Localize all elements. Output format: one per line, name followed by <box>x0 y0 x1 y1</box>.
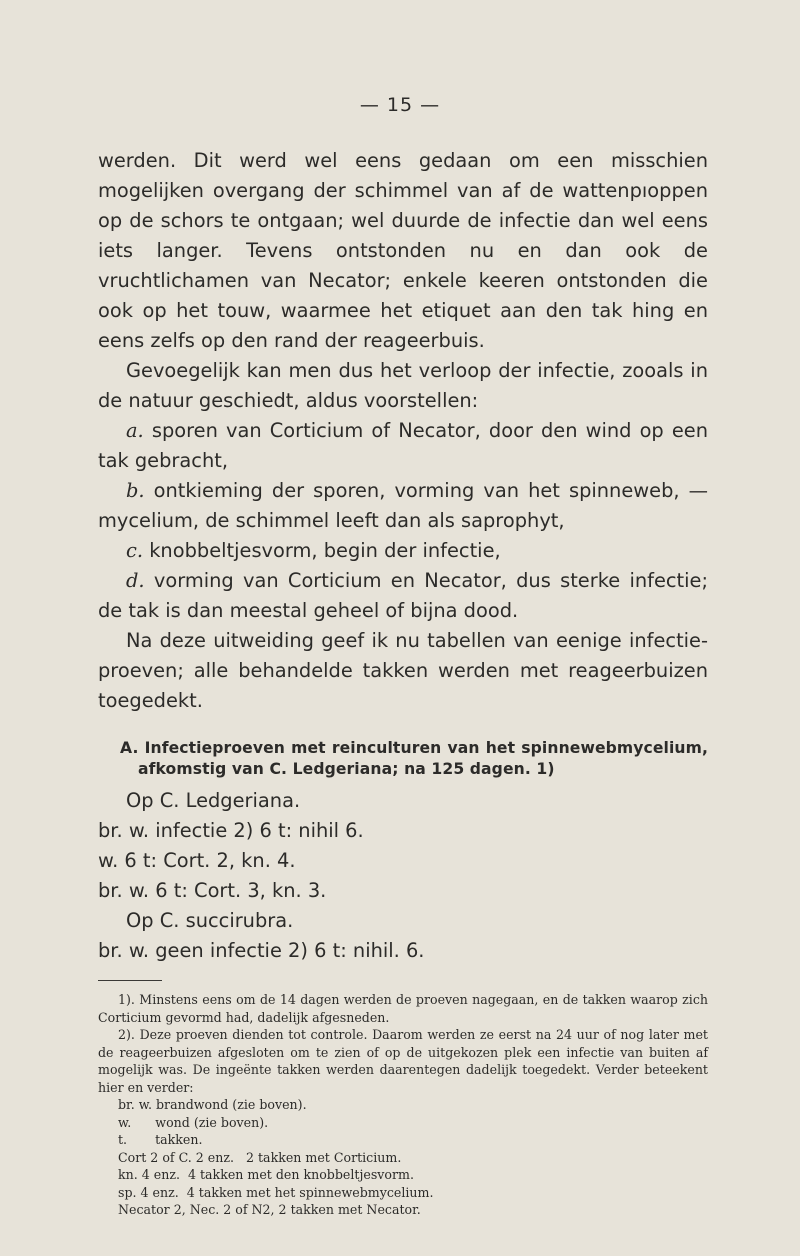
item-letter: d. <box>126 569 145 592</box>
table-heading-line-1: A. Infectieproeven met reinculturen van het spinnewebmycelium, <box>120 739 708 757</box>
item-text: sporen van Corticium of Necator, door den wind op een tak gebracht, <box>98 419 708 472</box>
list-row: Op C. Ledgeriana. <box>126 789 301 812</box>
list-row: w. 6 t: Cort. 2, kn. 4. <box>98 849 296 872</box>
item-letter: c. <box>126 539 144 562</box>
legend-line: t. takken. <box>118 1132 203 1147</box>
list-item-a <box>98 416 708 476</box>
legend-line: br. w. brandwond (zie boven). <box>118 1097 307 1112</box>
legend-line: w. wond (zie boven). <box>118 1114 269 1130</box>
paragraph-2: Gevoegelijk kan men dus het verloop der infectie, zooals in de natuur geschiedt, aldus voorstellen: <box>98 359 708 412</box>
legend-line: kn. 4 enz. 4 takken met den knobbeltjesvorm. <box>118 1167 414 1182</box>
list-row: br. w. infectie 2) 6 t: nihil 6. <box>98 819 364 842</box>
list-row: br. w. 6 t: Cort. 3, kn. 3. <box>98 879 327 902</box>
list-row: br. w. geen infectie 2) 6 t: nihil. 6. <box>98 939 425 962</box>
list-item-c <box>98 536 708 566</box>
list-item-d <box>98 566 708 626</box>
footnote-2: 2). Deze proeven dienden tot controle. Daarom werden ze eerst na 24 uur of nog later met de reageerbuizen afgesloten om te zien of op de uitgekozen plek een infectie van buiten af mogelijk was. De ingeënte takken werden daarentegen dadelijk toegedekt. Verder beteekent hier en verder: <box>98 1027 708 1095</box>
item-text: knobbeltjesvorm, begin der infectie, <box>149 539 501 562</box>
legend-line: Cort 2 of C. 2 enz. 2 takken met Corticium. <box>118 1149 402 1165</box>
legend-line: Necator 2, Nec. 2 of N2, 2 takken met Necator. <box>118 1202 421 1217</box>
item-text: vorming van Corticium en Necator, dus sterke infectie; de tak is dan meestal geheel of bijna dood. <box>98 569 708 622</box>
footnote-divider <box>98 980 162 981</box>
table-heading-line-2: afkomstig van C. Ledgeriana; na 125 dagen. 1) <box>138 760 555 778</box>
item-text: ontkieming der sporen, vorming van het spinneweb, — mycelium, de schimmel leeft dan als saprophyt, <box>98 479 708 532</box>
footnotes <box>98 991 708 1219</box>
list-row: Op C. succirubra. <box>126 909 294 932</box>
table-heading <box>98 738 708 780</box>
item-letter: b. <box>126 479 145 502</box>
paragraph-1: werden. Dit werd wel eens gedaan om een misschien mogelijken overgang der schimmel van af de wattenpıoppen op de schors te ontgaan; wel duurde de infectie dan wel eens iets langer. Tevens ontstonden nu en dan ook de vruchtlichamen van Necator; enkele keeren ontstonden die ook op het touw, waarmee het etiquet aan den tak hing en eens zelfs op den rand der reageerbuis. <box>98 149 708 352</box>
main-text <box>98 146 708 1219</box>
list-item-b <box>98 476 708 536</box>
legend-line: sp. 4 enz. 4 takken met het spinnewebmycelium. <box>118 1184 434 1200</box>
result-list <box>98 786 708 966</box>
footnote-1: 1). Minstens eens om de 14 dagen werden de proeven nagegaan, en de takken waarop zich Corticium gevormd had, dadelijk afgesneden. <box>98 992 708 1025</box>
page-number: — 15 — <box>359 94 441 116</box>
paragraph-3: Na deze uitweiding geef ik nu tabellen van eenige infectie-proeven; alle behandelde takken werden met reageerbuizen toegedekt. <box>98 629 708 712</box>
item-letter: a. <box>126 419 144 442</box>
